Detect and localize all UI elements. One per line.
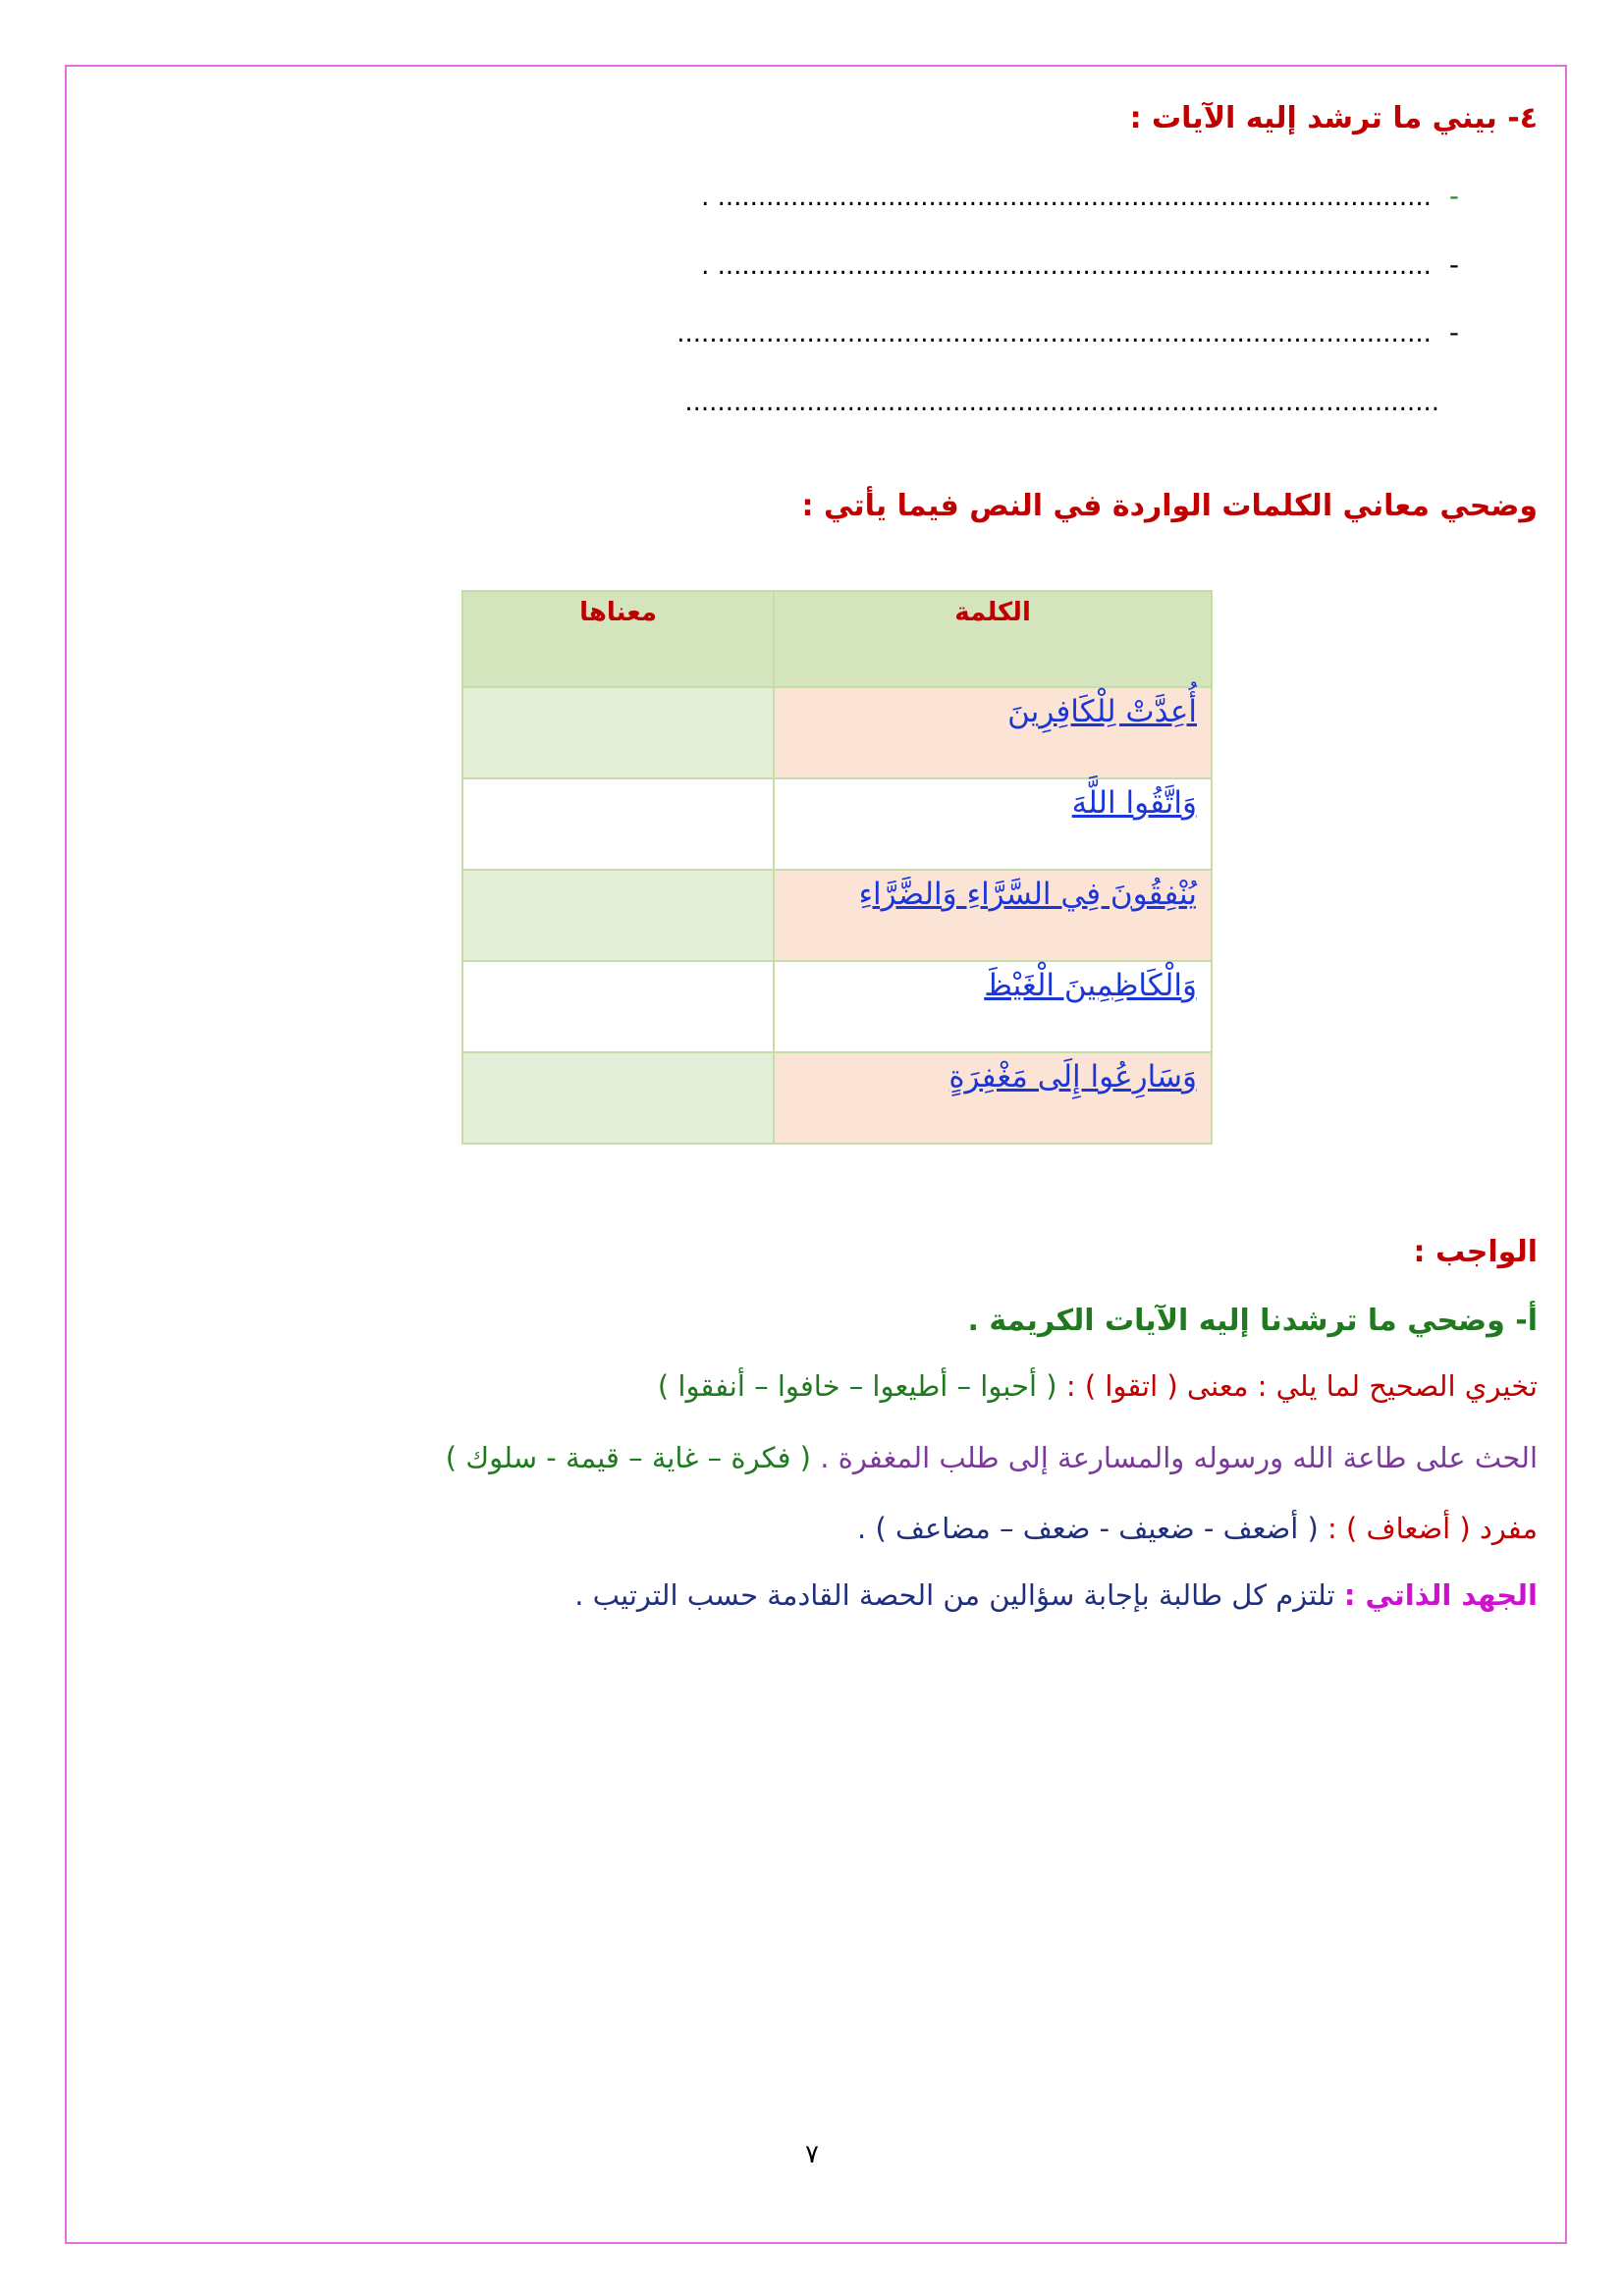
vocab-word: أُعِدَّتْ لِلْكَافِرِينَ: [774, 687, 1212, 778]
homework-item-a: أ- وضحي ما ترشدنا إليه الآيات الكريمة .: [967, 1304, 1538, 1338]
singular-question: [857, 1512, 1538, 1545]
choose-prefix: تخيري الصحيح لما يلي : معنى ( اتقوا ) :: [1065, 1369, 1538, 1403]
vocab-word: يُنْفِقُونَ فِي السَّرَّاءِ وَالضَّرَّاءِ: [774, 870, 1212, 961]
word-header: الكلمة: [774, 591, 1212, 687]
meaning-header: معناها: [462, 591, 774, 687]
answer-line-4[interactable]: [684, 385, 1439, 417]
answer-dash: -: [1448, 248, 1459, 281]
answer-dash: -: [1448, 316, 1459, 348]
idea-question: [446, 1441, 1538, 1474]
self-effort-label: الجهد الذاتي :: [1343, 1578, 1538, 1612]
table-row: [462, 687, 1212, 778]
choose-question: [658, 1369, 1538, 1403]
table-row: [462, 778, 1212, 870]
vocab-meaning-cell[interactable]: [462, 1052, 774, 1144]
answer-dots: ........................................................................................ .: [701, 183, 1432, 212]
answer-dots: .............................................................................................: [677, 319, 1432, 348]
answer-line-3[interactable]: [677, 316, 1459, 348]
page-number: ٧: [805, 2140, 819, 2169]
answer-line-2[interactable]: [701, 248, 1459, 281]
vocab-meaning-cell[interactable]: [462, 870, 774, 961]
vocab-meaning-cell[interactable]: [462, 961, 774, 1052]
homework-title: الواجب :: [1413, 1235, 1538, 1269]
vocab-word: وَالْكَاظِمِينَ الْغَيْظَ: [774, 961, 1212, 1052]
table-row: [462, 870, 1212, 961]
choose-options: ( أحبوا – أطيعوا – خافوا – أنفقوا ): [657, 1369, 1057, 1403]
table-row: [462, 961, 1212, 1052]
singular-options: ( أضعف - ضعيف - ضعف – مضاعف ) .: [857, 1512, 1319, 1545]
vocab-word: وَسَارِعُوا إِلَى مَغْفِرَةٍ: [774, 1052, 1212, 1144]
answer-line-1[interactable]: [701, 180, 1459, 212]
answer-dots: .............................................................................................: [684, 388, 1439, 417]
vocab-word: وَاتَّقُوا اللَّهَ: [774, 778, 1212, 870]
idea-options: ( فكرة – غاية – قيمة - سلوك ): [445, 1441, 811, 1474]
vocab-table: [461, 590, 1213, 1145]
table-row: [462, 1052, 1212, 1144]
idea-text: الحث على طاعة الله ورسوله والمسارعة إلى طلب المغفرة .: [820, 1441, 1538, 1474]
self-effort: [574, 1578, 1538, 1612]
vocab-meaning-cell[interactable]: [462, 778, 774, 870]
answer-dots: ........................................................................................ .: [701, 251, 1432, 281]
vocab-header-row: [462, 591, 1212, 687]
vocab-meaning-cell[interactable]: [462, 687, 774, 778]
self-effort-text: تلتزم كل طالبة بإجابة سؤالين من الحصة القادمة حسب الترتيب .: [574, 1578, 1335, 1612]
answer-dash: -: [1448, 180, 1459, 212]
singular-prefix: مفرد ( أضعاف ) :: [1327, 1512, 1538, 1545]
question-4-title: ٤- بيني ما ترشد إليه الآيات :: [1129, 101, 1538, 135]
vocab-title: وضحي معاني الكلمات الواردة في النص فيما يأتي :: [801, 489, 1538, 523]
